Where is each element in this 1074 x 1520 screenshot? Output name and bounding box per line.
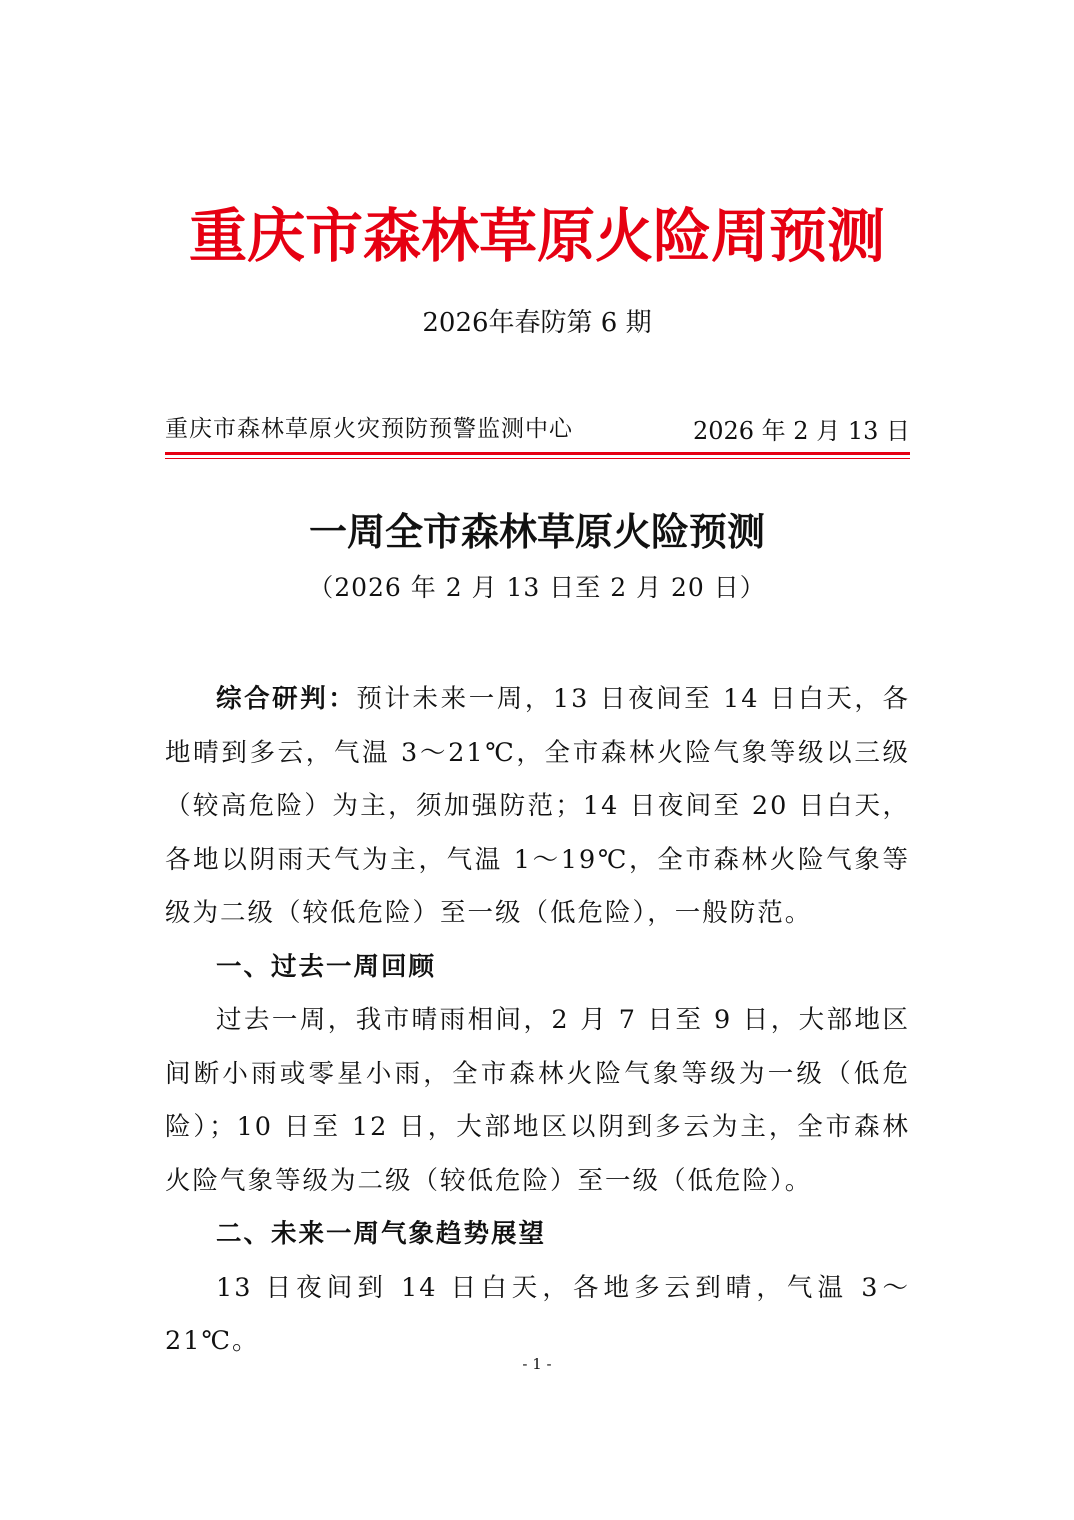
summary-label: 综合研判： — [216, 684, 357, 714]
section-1-paragraph: 过去一周，我市晴雨相间，2 月 7 日至 9 日，大部地区间断小雨或零星小雨，全市森林火险气象等级为一级（低危险）；10 日至 12 日，大部地区以阴到多云为主，全市森林火险气象等级为二级（较低危险）至一级（低危险）。 — [165, 1005, 910, 1196]
page-number: - 1 - — [522, 1355, 552, 1373]
header-divider — [165, 452, 910, 455]
section-2-paragraph: 13 日夜间到 14 日白天，各地多云到晴，气温 3～21℃。 — [165, 1272, 910, 1356]
issue-date: 2026 年 2 月 13 日 — [692, 417, 910, 445]
document-body — [165, 673, 910, 1369]
summary-paragraph — [165, 673, 910, 941]
section-2-heading: 二、未来一周气象趋势展望 — [216, 1219, 547, 1249]
header-divider-thin — [165, 458, 910, 459]
forecast-date-range: （2026 年 2 月 13 日至 2 月 20 日） — [308, 573, 766, 602]
issuing-agency: 重庆市森林草原火灾预防预警监测中心 — [165, 416, 573, 442]
issue-number: 2026年春防第 6 期 — [422, 308, 652, 338]
document-title: 一周全市森林草原火险预测 — [308, 509, 765, 554]
masthead-title: 重庆市森林草原火险周预测 — [188, 202, 885, 270]
section-1-heading: 一、过去一周回顾 — [216, 951, 437, 982]
summary-text: 预计未来一周，13 日夜间至 14 日白天，各地晴到多云，气温 3～21℃，全市森林火险气象等级以三级（较高危险）为主，须加强防范；14 日夜间至 20 日白天，各地以阴雨天气为主，气温 1～19℃，全市森林火险气象等级为二级（较低危险）至一级（低危险），一般防范。 — [165, 684, 910, 928]
section-heading — [165, 941, 910, 995]
section-heading — [165, 1208, 910, 1262]
